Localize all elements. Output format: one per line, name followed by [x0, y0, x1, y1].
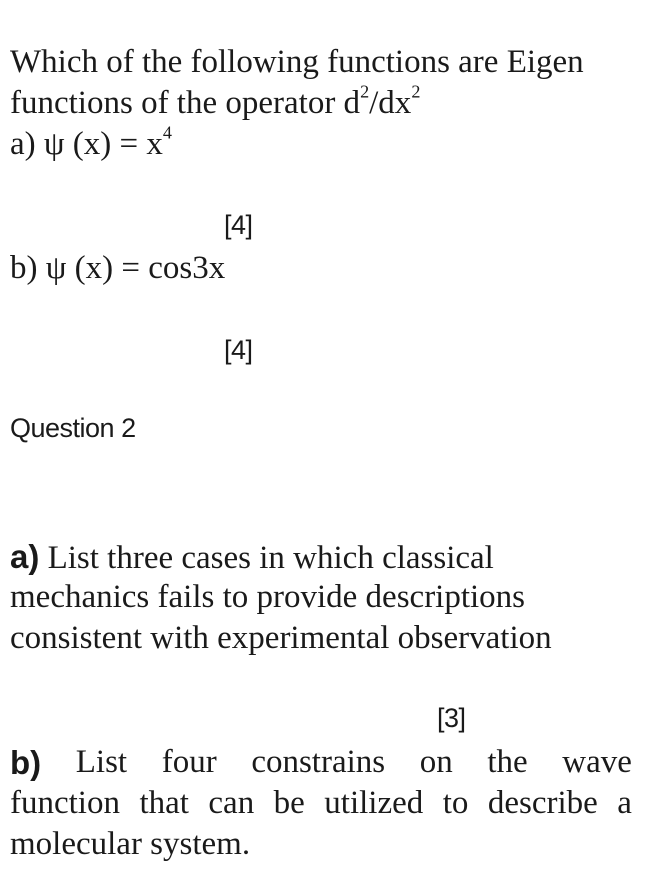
justified-word: to [442, 785, 469, 821]
justified-word: wave [562, 744, 632, 780]
q1-part-a-exponent: 4 [162, 122, 172, 143]
justified-word: be [273, 785, 305, 821]
justified-word: List [75, 744, 128, 780]
q1-operator-denominator: /dx [369, 85, 412, 121]
justified-word: on [419, 744, 453, 780]
q2-part-b-line-1 [10, 742, 632, 783]
q2-part-a-line-3: consistent with experimental observation [10, 620, 552, 656]
justified-word: utilized [324, 785, 424, 821]
q1-line-1: Which of the following functions are Eigen [10, 44, 584, 80]
justified-word: that [139, 785, 189, 821]
q1-operator-exponent-1: 2 [360, 81, 370, 102]
justified-word: four [161, 744, 217, 780]
justified-word: constrains [251, 744, 386, 780]
q1-part-b-marks: [4] [224, 335, 253, 365]
q1-part-a-text: a) ψ (x) = x [10, 126, 163, 162]
justified-word: function [10, 785, 120, 821]
q2-part-a-line-1 [10, 536, 494, 579]
q1-part-a-marks: [4] [224, 210, 253, 240]
q1-part-b: b) ψ (x) = cos3x [10, 250, 226, 286]
q2-part-a-text-1: List three cases in which classical [47, 540, 494, 576]
q1-operator-text: functions of the operator d [10, 85, 361, 121]
q2-part-a-line-2: mechanics fails to provide descriptions [10, 579, 526, 615]
justified-word: describe [487, 785, 598, 821]
q2-heading: Question 2 [10, 413, 136, 443]
q1-line-2 [10, 83, 420, 124]
justified-word: a [617, 785, 632, 821]
justified-word: can [208, 785, 255, 821]
q2-part-a-marks: [3] [437, 703, 466, 733]
q2-part-b-line-3: molecular system. [10, 826, 251, 862]
q2-part-b-line-2 [10, 783, 632, 824]
q1-part-a [10, 124, 172, 165]
q2-part-b-label: b) [10, 744, 42, 781]
q1-operator-exponent-2: 2 [411, 81, 421, 102]
justified-word: the [487, 744, 528, 780]
q2-part-a-label: a) [10, 538, 40, 575]
